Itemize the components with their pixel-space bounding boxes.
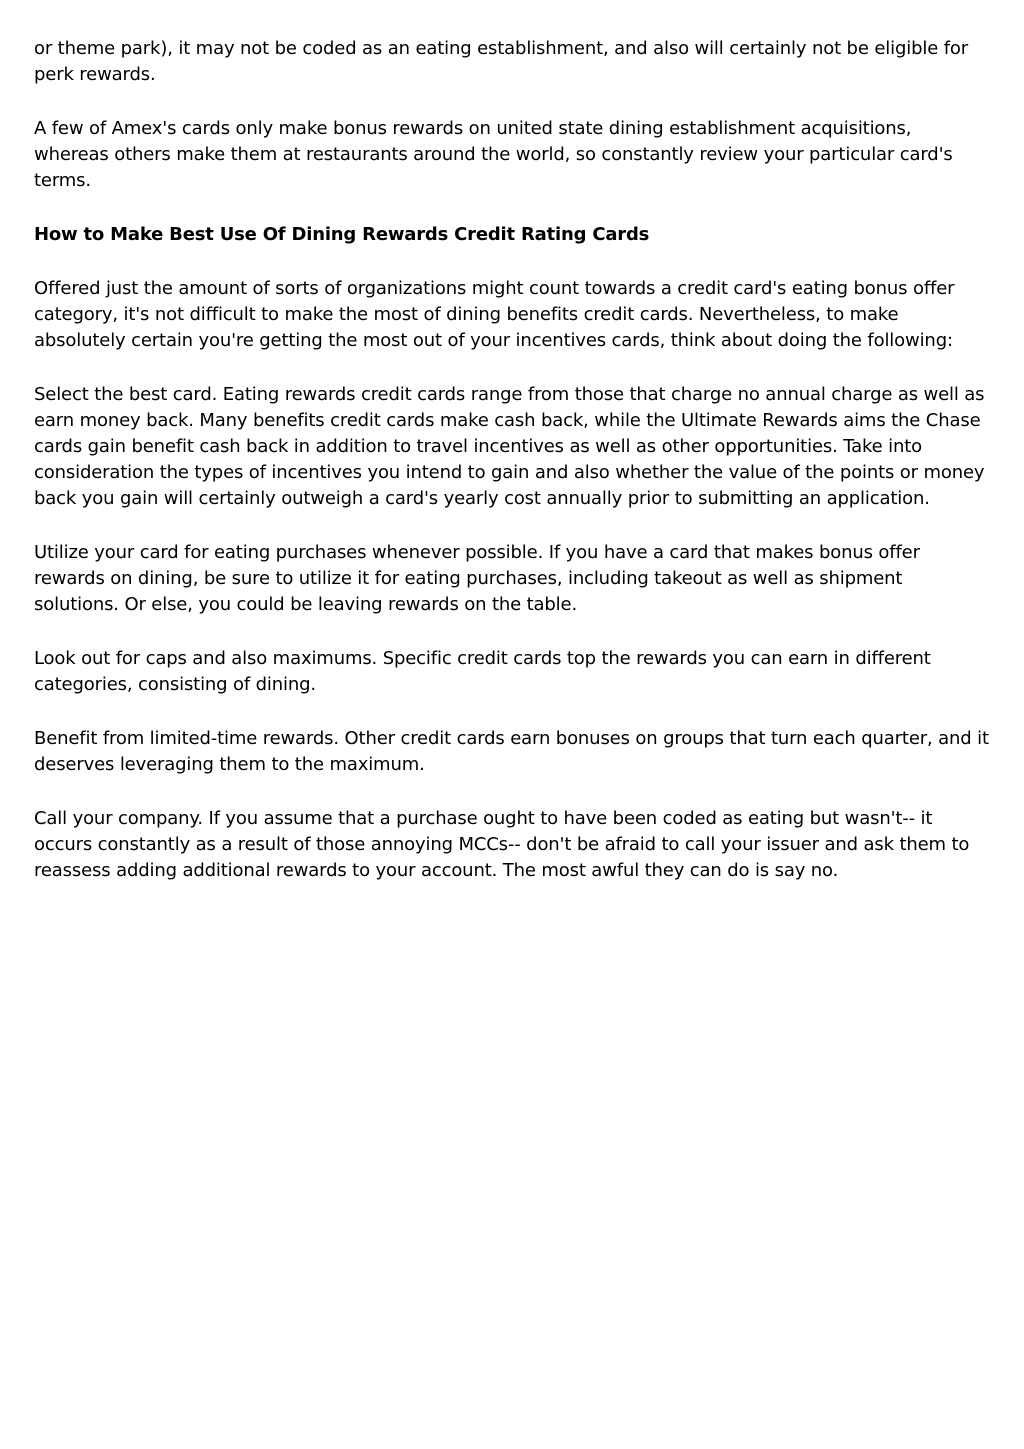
paragraph-limited-time: Benefit from limited-time rewards. Other credit cards earn bonuses on groups that turn each quarter, and it deserves leveraging them to the maximum. — [34, 728, 989, 775]
paragraph-utilize-card: Utilize your card for eating purchases whenever possible. If you have a card that makes bonus offer rewards on dining, be sure to utilize it for eating purchases, including takeout as well as shipment solutions. Or else, you could be leaving rewards on the table. — [34, 542, 920, 615]
paragraph-call-company: Call your company. If you assume that a purchase ought to have been coded as eating but wasn't-- it occurs constantly as a result of those annoying MCCs-- don't be afraid to call your issuer and ask them to reassess adding additional rewards to your account. The most awful they can do is say no. — [34, 808, 970, 881]
paragraph-select-card: Select the best card. Eating rewards credit cards range from those that charge no annual charge as well as earn money back. Many benefits credit cards make cash back, while the Ultimate Rewards aims the Chase cards gain benefit cash back in addition to travel incentives as well as other opportunities. Take into consideration the types of incentives you intend to gain and also whether the value of the points or money back you gain will certainly outweigh a card's yearly cost annually prior to submitting an application. — [34, 384, 985, 509]
paragraph-theme-park: or theme park), it may not be coded as an eating establishment, and also will certainly not be eligible for perk rewards. — [34, 38, 968, 85]
section-heading: How to Make Best Use Of Dining Rewards Credit Rating Cards — [34, 224, 650, 245]
paragraph-amex-cards: A few of Amex's cards only make bonus rewards on united state dining establishment acquisitions, whereas others make them at restaurants around the world, so constantly review your particular card's terms. — [34, 118, 953, 191]
paragraph-intro: Offered just the amount of sorts of organizations might count towards a credit card's eating bonus offer category, it's not difficult to make the most of dining benefits credit cards. Nevertheless, to make absolutely certain you're getting the most out of your incentives cards, think about doing the following: — [34, 278, 955, 351]
paragraph-caps: Look out for caps and also maximums. Specific credit cards top the rewards you can earn in different categories, consisting of dining. — [34, 648, 931, 695]
